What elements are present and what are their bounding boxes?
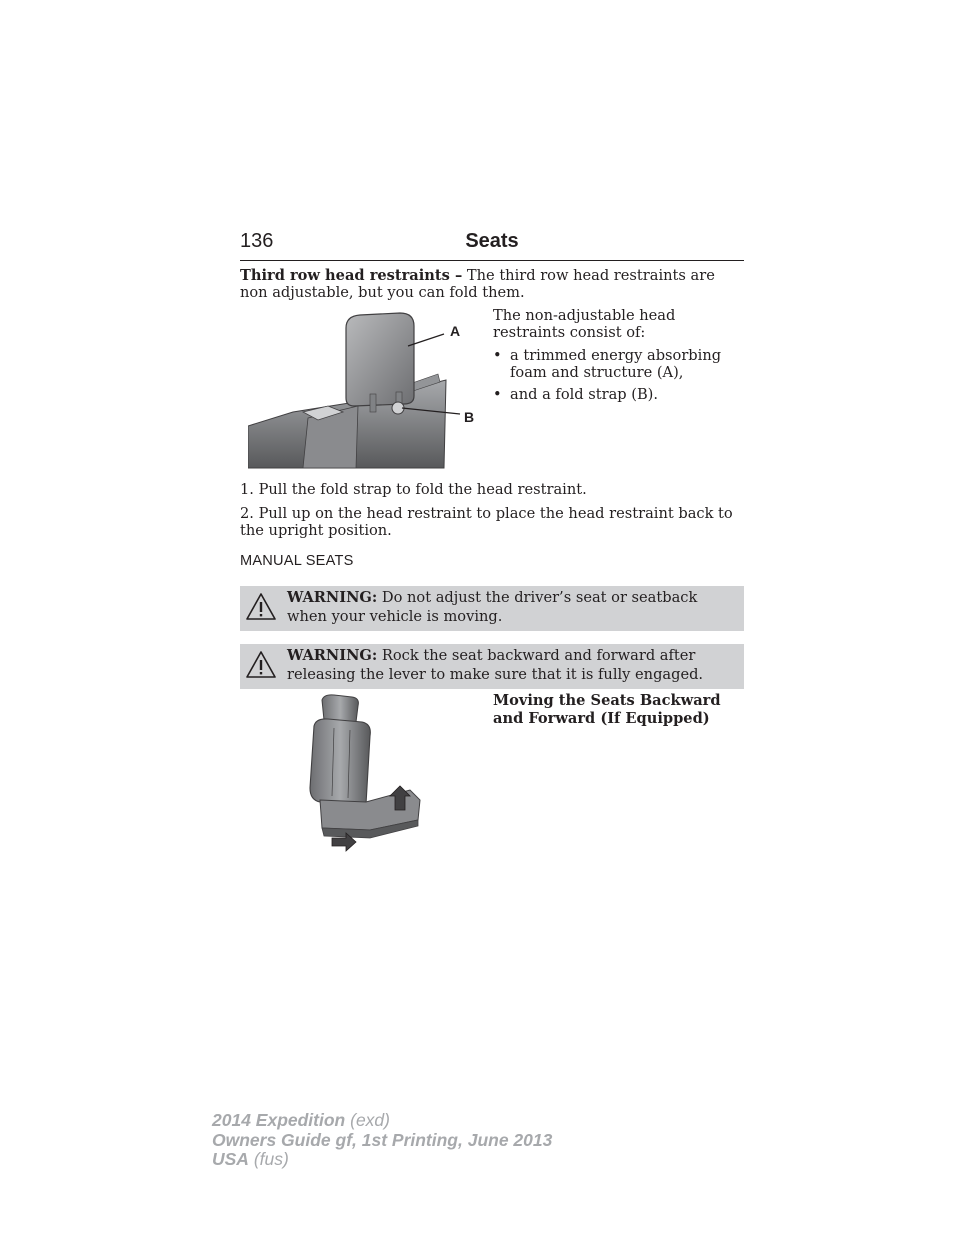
head-restraint-description (493, 308, 747, 410)
warning-triangle-icon (244, 648, 278, 682)
footer-model: 2014 Expedition (212, 1110, 346, 1130)
warning-box-2 (240, 644, 744, 689)
component-list (493, 348, 747, 404)
warning-box-1 (240, 586, 744, 631)
footer-line-1 (212, 1111, 552, 1131)
footer-region-code: (fus) (248, 1149, 289, 1169)
section-heading: MANUAL SEATS (240, 553, 354, 569)
footer-line-2: Owners Guide gf, 1st Printing, June 2013 (212, 1129, 553, 1150)
page-title: Seats (465, 230, 519, 252)
intro-paragraph (240, 268, 746, 301)
warning-message: Do not adjust the driver’s seat or seatback when your vehicle is moving. (287, 589, 698, 625)
footer-line-3 (212, 1150, 552, 1170)
warning-text-1 (287, 588, 734, 626)
page-header (240, 228, 744, 261)
warning-label: WARNING: (287, 589, 378, 606)
label-b: B (464, 409, 475, 425)
footer-region: USA (212, 1149, 249, 1169)
footer (212, 1111, 552, 1170)
manual-seat-illustration (300, 692, 430, 858)
intro-text: The third row head restraints are non adjustable, but you can fold them. (240, 267, 715, 301)
seat-figure-caption: Moving the Seats Backward and Forward (If Equipped) (493, 692, 721, 727)
intro-bold: Third row head restraints – (240, 267, 463, 284)
footer-code: (exd) (345, 1110, 390, 1130)
step-2: 2. Pull up on the head restraint to place the head restraint back to the upright position. (240, 505, 733, 539)
page-number: 136 (240, 230, 274, 252)
warning-message: Rock the seat backward and forward after releasing the lever to make sure that it is fully engaged. (287, 647, 704, 683)
warning-text-2 (287, 646, 734, 684)
step-1: 1. Pull the fold strap to fold the head restraint. (240, 481, 587, 498)
description-text: The non-adjustable head restraints consist of: (493, 307, 676, 341)
warning-label: WARNING: (287, 647, 378, 664)
head-restraint-illustration (248, 308, 484, 472)
list-item: • and a fold strap (B). (493, 387, 747, 404)
warning-triangle-icon (244, 590, 278, 624)
list-item: • a trimmed energy absorbing foam and structure (A), (493, 348, 747, 381)
label-a: A (450, 323, 461, 339)
